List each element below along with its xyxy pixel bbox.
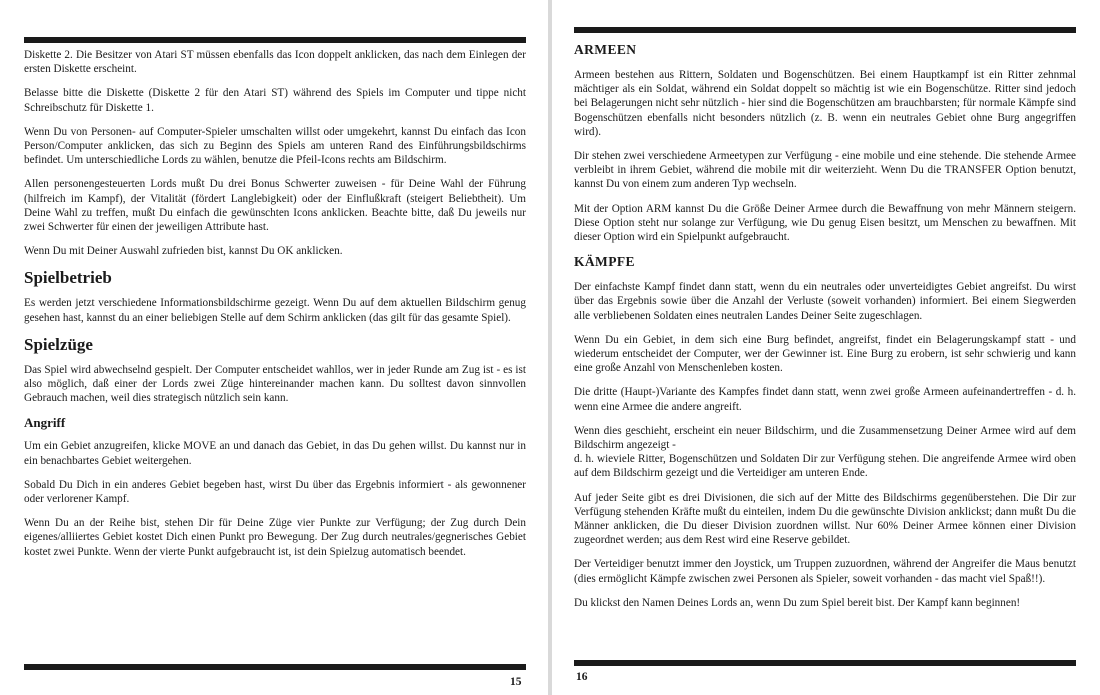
paragraph: Sobald Du Dich in ein anderes Gebiet begeben hast, wirst Du über das Ergebnis informiert - als gewonnener oder verlorener Kampf. [24,478,526,506]
left-page [0,0,548,695]
paragraph: Belasse bitte die Diskette (Diskette 2 für den Atari ST) während des Spiels im Computer und tippe nicht Schreibschutz für Diskette 1. [24,87,526,114]
paragraph: Wenn Du mit Deiner Auswahl zufrieden bist, kannst Du OK anklicken. [24,245,343,258]
paragraph: Du klickst den Namen Deines Lords an, wenn Du zum Spiel bereit bist. Der Kampf kann beginnen! [574,596,1021,609]
section-heading-angriff: Angriff [24,415,66,431]
paragraph: Das Spiel wird abwechselnd gespielt. Der Computer entscheidet wahllos, wer in jeder Runde am Zug ist - es ist also möglich, daß einer der Lords zwei Züge hintereinander machen kann. Du solltest davon sinnvollen Gebrauch machen, weil dies strategisch nützlich sein kann. [24,363,526,405]
paragraph: Wenn dies geschieht, erscheint ein neuer Bildschirm, und die Zusammensetzung Deiner Armee wird auf dem Bildschirm angezeigt - [574,424,1076,452]
paragraph: Es werden jetzt verschiedene Informationsbildschirme gezeigt. Wenn Du auf dem aktuellen Bildschirm genug gesehen hast, kannst du an einer beliebigen Stelle auf dem Schirm anklicken (das gilt für das gesamte Spiel). [24,297,526,324]
bottom-rule [24,664,526,670]
top-rule [24,37,526,43]
paragraph: Diskette 2. Die Besitzer von Atari ST müssen ebenfalls das Icon doppelt anklicken, das nach dem Einlegen der ersten Diskette erscheint. [24,49,526,76]
paragraph: Dir stehen zwei verschiedene Armeetypen zur Verfügung - eine mobile und eine stehende. Die stehende Armee verbleibt in ihrem Gebiet, während die mobile mit dir weiterzieht. Wenn Du die TRANSFER Option benutzt, kannst Du von einem zum anderen Typ wechseln. [574,150,1076,191]
paragraph: Wenn Du ein Gebiet, in dem sich eine Burg befindet, angreifst, findet ein Belagerungskampf statt - und wiederum entscheidet der Computer, wer der Gewinner ist. Eine Burg zu erobern, ist sehr schwierig und kann eine große Anzahl von Menschenleben kosten. [574,333,1076,375]
paragraph: Die dritte (Haupt-)Variante des Kampfes findet dann statt, wenn zwei große Armeen aufeinandertreffen - d. h. wenn eine Armee die andere angreift. [574,386,1076,413]
paragraph: Armeen bestehen aus Rittern, Soldaten und Bogenschützen. Bei einem Hauptkampf ist ein Ritter zehnmal mächtiger als ein Soldat, während ein Soldat doppelt so mächtig ist wie ein Bogenschütze. Ritter sind jedoch bei Belagerungen nicht sehr nützlich - hier sind die Bogenschützen am brauchbarsten; für normale Kämpfe sind Bogenschützen ebenfalls nicht besonders nützlich (z. B. wenn ein neutrales Gebiet ohne Burg angegriffen wird). [574,69,1076,138]
paragraph: Allen personengesteuerten Lords mußt Du drei Bonus Schwerter zuweisen - für Deine Wahl der Führung (hilfreich im Kampf), der Vitalität (fördert Langlebigkeit) oder der Einflußkraft (steigert Beliebtheit). Um Deine Wahl zu treffen, mußt Du einfach die gewünschten Icons anklicken. Beachte bitte, daß Du jeweils nur zwei Schwerter für einen der jeweiligen Attribute hast. [24,178,526,234]
left-page-content [24,48,526,569]
section-heading-spielzuege: Spielzüge [24,334,93,354]
paragraph: Wenn Du an der Reihe bist, stehen Dir für Deine Züge vier Punkte zur Verfügung; der Zug durch Dein eigenes/alliiertes Gebiet kostet Dich einen Punkt pro Bewegung. Der Zug durch neutrales/gegnerisches Gebiet kostet zwei Punkte. Wenn der vierte Punkt aufgebraucht ist, ist dein Spielzug automatisch beendet. [24,517,526,558]
paragraph: Mit der Option ARM kannst Du die Größe Deiner Armee durch die Bewaffnung von mehr Männern steigern. Diese Option steht nur solange zur Verfügung, wie Du genug Eisen besitzt, um Menschen zu bewaffnen. Mit dieser Option wird ein Spielpunkt aufgebraucht. [574,202,1076,244]
section-heading-spielbetrieb: Spielbetrieb [24,268,112,288]
section-heading-kaempfe: KÄMPFE [574,254,635,270]
top-rule [574,27,1076,33]
section-heading-armeen: ARMEEN [574,42,637,57]
paragraph: d. h. wieviele Ritter, Bogenschützen und Soldaten Dir zur Verfügung stehen. Die angreifende Armee wird oben auf dem Bildschirm gezeigt und die Verteidiger am unteren Ende. [574,453,1076,480]
paragraph: Der Verteidiger benutzt immer den Joystick, um Truppen zuzuordnen, während der Angreifer die Maus benutzt (dies ermöglicht Kämpfe zwischen zwei Personen als Spieler, soweit vorhanden - das macht viel Spaß!!). [574,558,1076,585]
bottom-rule [574,660,1076,666]
paragraph: Um ein Gebiet anzugreifen, klicke MOVE an und danach das Gebiet, in das Du gehen willst. Du kannst nur in ein benachbartes Gebiet weitergehen. [24,440,526,467]
page-number: 15 [510,676,522,688]
right-page-content [574,40,1076,620]
right-page [552,0,1100,695]
paragraph: Der einfachste Kampf findet dann statt, wenn du ein neutrales oder unverteidigtes Gebiet angreifst. Du wirst über das Ergebnis sowie über die Anzahl der Verluste (soweit vorhanden) informiert. Bei einem Siegwerden alle verbliebenen Soldaten eines neutralen Landes Deiner Seite zugeschlagen. [574,281,1076,322]
paragraph: Wenn Du von Personen- auf Computer-Spieler umschalten willst oder umgekehrt, kannst Du einfach das Icon Person/Computer anklicken, das sich zu Beginn des Spiels am unteren Rand des Einführungsbildschirms befindet. Um unterschiedliche Lords zu wählen, benutze die Pfeil-Icons rechts am Bildschirm. [24,125,526,167]
paragraph: Auf jeder Seite gibt es drei Divisionen, die sich auf der Mitte des Bildschirms gegenüberstehen. Die Dir zur Verfügung stehenden Kräfte mußt du einteilen, indem Du die gewünschte Division anklickst; dann mußt Du die Männer anklicken, die Du dieser Division zuordnen willst. Nur 60% Deiner Armee können einer Division zugeordnet werden; aus dem Rest wird eine Reserve gebildet. [574,491,1076,547]
page-number: 16 [576,671,588,683]
